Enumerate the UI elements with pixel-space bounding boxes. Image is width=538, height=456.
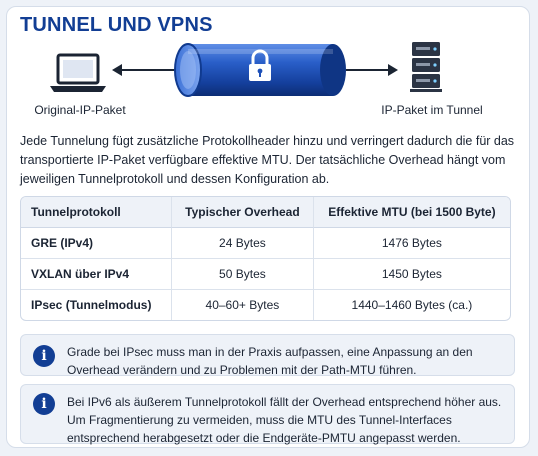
cell-protocol: VXLAN über IPv4 bbox=[21, 259, 171, 290]
table-row bbox=[21, 290, 510, 320]
info-icon: i bbox=[33, 345, 55, 367]
page-title: TUNNEL UND VPNS bbox=[20, 14, 213, 36]
cell-mtu: 1476 Bytes bbox=[313, 228, 510, 259]
info-note-ipsec bbox=[20, 334, 515, 376]
cell-protocol: GRE (IPv4) bbox=[21, 228, 171, 259]
cell-mtu: 1450 Bytes bbox=[313, 259, 510, 290]
original-packet-label: Original-IP-Paket bbox=[34, 103, 126, 117]
header-overhead: Typischer Overhead bbox=[171, 197, 313, 228]
table-row bbox=[21, 228, 510, 259]
cell-overhead: 24 Bytes bbox=[171, 228, 313, 259]
server-icon bbox=[410, 42, 442, 92]
table-header-row bbox=[21, 197, 510, 228]
intro-text: Jede Tunnelung fügt zusätzliche Protokollheader hinzu und verringert dadurch die für das transportierte IP-Paket verfügbare effektive MTU. Der tatsächliche Overhead hängt vom jeweiligen Tunnelprotokoll und dessen Konfiguration ab. bbox=[20, 134, 515, 186]
header-mtu: Effektive MTU (bei 1500 Byte) bbox=[313, 197, 510, 228]
info-note-text: Bei IPv6 als äußerem Tunnelprotokoll fällt der Overhead entsprechend höher aus. Um Fragmentierung zu vermeiden, muss die MTU des Tunnel-Interfaces entsprechend herabgesetzt oder die Endgeräte-PMTU angepasst werden. bbox=[67, 395, 502, 445]
cell-protocol: IPsec (Tunnelmodus) bbox=[31, 298, 152, 312]
tunnel-packet-label: IP-Paket im Tunnel bbox=[381, 103, 483, 117]
right-arrow bbox=[346, 64, 398, 76]
left-arrow bbox=[112, 64, 176, 76]
info-note-ipv6 bbox=[20, 384, 515, 444]
overhead-table bbox=[20, 196, 511, 321]
header-protocol: Tunnelprotokoll bbox=[21, 197, 171, 228]
laptop-icon bbox=[50, 55, 106, 92]
info-icon: i bbox=[33, 393, 55, 415]
info-note-text: Grade bei IPsec muss man in der Praxis aufpassen, eine Anpassung an den Overhead verändern und zu Problemen mit der Path-MTU führen. bbox=[67, 345, 473, 377]
table-row bbox=[21, 259, 510, 290]
cell-mtu: 1440–1460 Bytes (ca.) bbox=[313, 290, 510, 320]
cell-overhead: 50 Bytes bbox=[171, 259, 313, 290]
cell-overhead: 40–60+ Bytes bbox=[171, 290, 313, 320]
